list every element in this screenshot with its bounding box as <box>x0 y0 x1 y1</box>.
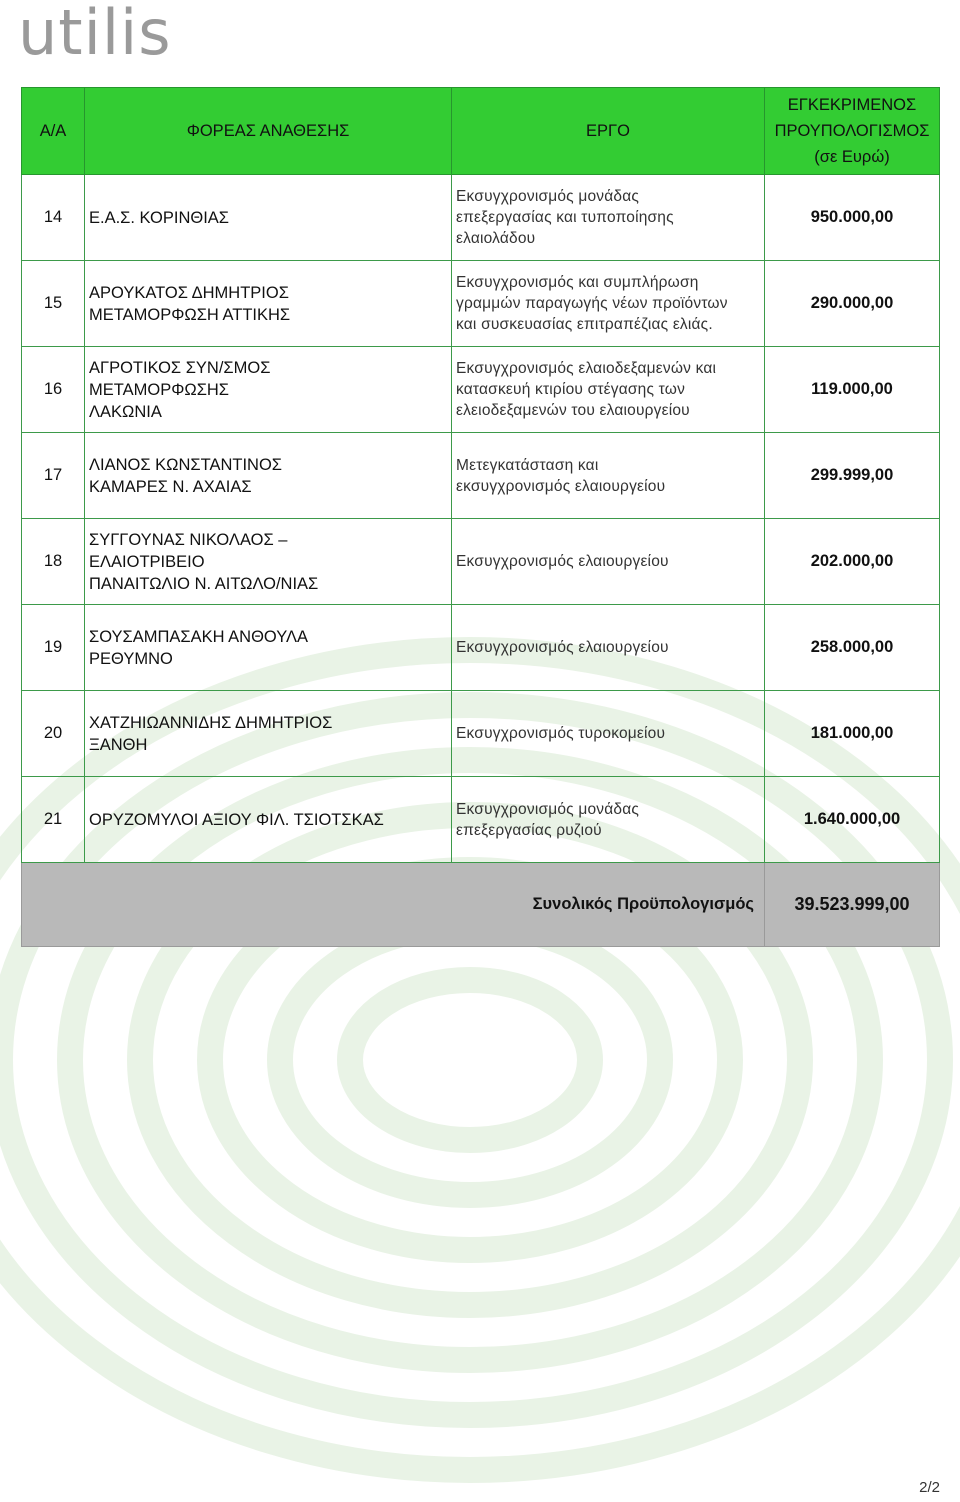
holder-line: ΣΥΓΓΟΥΝΑΣ ΝΙΚΟΛΑΟΣ – <box>89 530 288 549</box>
work-line: εκσυγχρονισμός ελαιουργείου <box>456 477 666 495</box>
row-budget: 950.000,00 <box>765 175 940 261</box>
row-index: 19 <box>22 605 85 691</box>
work-line: κατασκευή κτιρίου στέγασης των <box>456 381 686 398</box>
table-row <box>22 777 940 863</box>
row-budget: 299.999,00 <box>765 433 940 519</box>
work-line: Εκσυγχρονισμός ελαιουργείου <box>456 553 669 570</box>
holder-line: ΑΡΟΥΚΑΤΟΣ ΔΗΜΗΤΡΙΟΣ <box>89 283 289 302</box>
brand-logo-text: utilis <box>18 0 172 69</box>
table-row <box>22 691 940 777</box>
row-index: 15 <box>22 261 85 347</box>
row-work <box>452 433 765 519</box>
holder-line: ΠΑΝΑΙΤΩΛΙΟ Ν. ΑΙΤΩΛΟ/ΝΙΑΣ <box>89 574 319 593</box>
row-work <box>452 347 765 433</box>
header-budget-line3: (σε Ευρώ) <box>814 148 890 166</box>
row-holder <box>85 175 452 261</box>
holder-line: ΣΟΥΣΑΜΠΑΣΑΚΗ ΑΝΘΟΥΛΑ <box>89 627 309 646</box>
holder-line: Ε.Α.Σ. ΚΟΡΙΝΘΙΑΣ <box>89 208 230 227</box>
row-work <box>452 261 765 347</box>
holder-line: ΛΑΚΩΝΙΑ <box>89 402 162 421</box>
row-index: 16 <box>22 347 85 433</box>
table-row <box>22 519 940 605</box>
row-holder <box>85 433 452 519</box>
header-work: ΕΡΓΟ <box>452 88 765 175</box>
row-work <box>452 691 765 777</box>
header-holder: ΦΟΡΕΑΣ ΑΝΑΘΕΣΗΣ <box>85 88 452 175</box>
holder-line: ΜΕΤΑΜΟΡΦΩΣΗΣ <box>89 380 230 399</box>
holder-line: ΛΙΑΝΟΣ ΚΩΝΣΤΑΝΤΙΝΟΣ <box>89 455 282 474</box>
row-work <box>452 605 765 691</box>
work-line: Εκσυγχρονισμός και συμπλήρωση <box>456 274 699 291</box>
work-line: ελειοδεξαμενών του ελαιουργείου <box>456 402 690 419</box>
row-budget: 119.000,00 <box>765 347 940 433</box>
row-budget: 1.640.000,00 <box>765 777 940 863</box>
budget-table <box>21 87 940 947</box>
row-work <box>452 175 765 261</box>
work-line: επεξεργασίας και τυποποίησης <box>456 209 674 226</box>
row-budget: 290.000,00 <box>765 261 940 347</box>
table-row <box>22 261 940 347</box>
row-holder <box>85 261 452 347</box>
header-budget <box>765 88 940 175</box>
holder-line: ΑΓΡΟΤΙΚΟΣ ΣΥΝ/ΣΜΟΣ <box>89 358 271 377</box>
row-holder <box>85 347 452 433</box>
holder-line: ΞΑΝΘΗ <box>89 735 148 754</box>
work-line: ελαιολάδου <box>456 230 536 247</box>
holder-line: ΡΕΘΥΜΝΟ <box>89 649 173 668</box>
row-budget: 258.000,00 <box>765 605 940 691</box>
row-work <box>452 777 765 863</box>
header-budget-line1: ΕΓΚΕΚΡΙΜΕΝΟΣ <box>787 96 917 114</box>
work-line: Εκσυγχρονισμός μονάδας <box>456 188 640 205</box>
holder-line: ΕΛΑΙΟΤΡΙΒΕΙΟ <box>89 552 205 571</box>
total-label: Συνολικός Προϋπολογισμός <box>22 863 765 947</box>
row-budget: 202.000,00 <box>765 519 940 605</box>
work-line: Εκσυγχρονισμός ελαιοδεξαμενών και <box>456 360 717 377</box>
holder-line: ΧΑΤΖΗΙΩΑΝΝΙΔΗΣ ΔΗΜΗΤΡΙΟΣ <box>89 713 333 732</box>
row-index: 21 <box>22 777 85 863</box>
table-row <box>22 175 940 261</box>
row-index: 17 <box>22 433 85 519</box>
row-index: 14 <box>22 175 85 261</box>
row-holder <box>85 519 452 605</box>
row-holder <box>85 777 452 863</box>
work-line: γραμμών παραγωγής νέων προϊόντων <box>456 295 728 312</box>
holder-line: ΜΕΤΑΜΟΡΦΩΣΗ ΑΤΤΙΚΗΣ <box>89 305 291 324</box>
work-line: και συσκευασίας επιτραπέζιας ελιάς. <box>456 316 713 333</box>
holder-line: ΟΡΥΖΟΜΥΛΟΙ ΑΞΙΟΥ ΦΙΛ. ΤΣΙΟΤΣΚΑΣ <box>89 810 384 829</box>
work-line: Εκσυγχρονισμός μονάδας <box>456 800 640 818</box>
header-budget-line2: ΠΡΟΥΠΟΛΟΓΙΣΜΟΣ <box>774 122 930 140</box>
header-index: Α/Α <box>22 88 85 175</box>
row-index: 18 <box>22 519 85 605</box>
total-row <box>22 863 940 947</box>
table-row <box>22 433 940 519</box>
work-line: Εκσυγχρονισμός τυροκομείου <box>456 725 666 742</box>
page-number: 2/2 <box>919 1479 940 1496</box>
work-line: Μετεγκατάσταση και <box>456 456 599 474</box>
table-row <box>22 605 940 691</box>
row-budget: 181.000,00 <box>765 691 940 777</box>
holder-line: ΚΑΜΑΡΕΣ Ν. ΑΧΑΙΑΣ <box>89 477 252 496</box>
row-work <box>452 519 765 605</box>
work-line: επεξεργασίας ρυζιού <box>456 821 602 839</box>
table-row <box>22 347 940 433</box>
row-index: 20 <box>22 691 85 777</box>
work-line: Εκσυγχρονισμός ελαιουργείου <box>456 639 669 656</box>
total-amount: 39.523.999,00 <box>765 863 940 947</box>
row-holder <box>85 605 452 691</box>
row-holder <box>85 691 452 777</box>
table-header-row <box>22 88 940 175</box>
